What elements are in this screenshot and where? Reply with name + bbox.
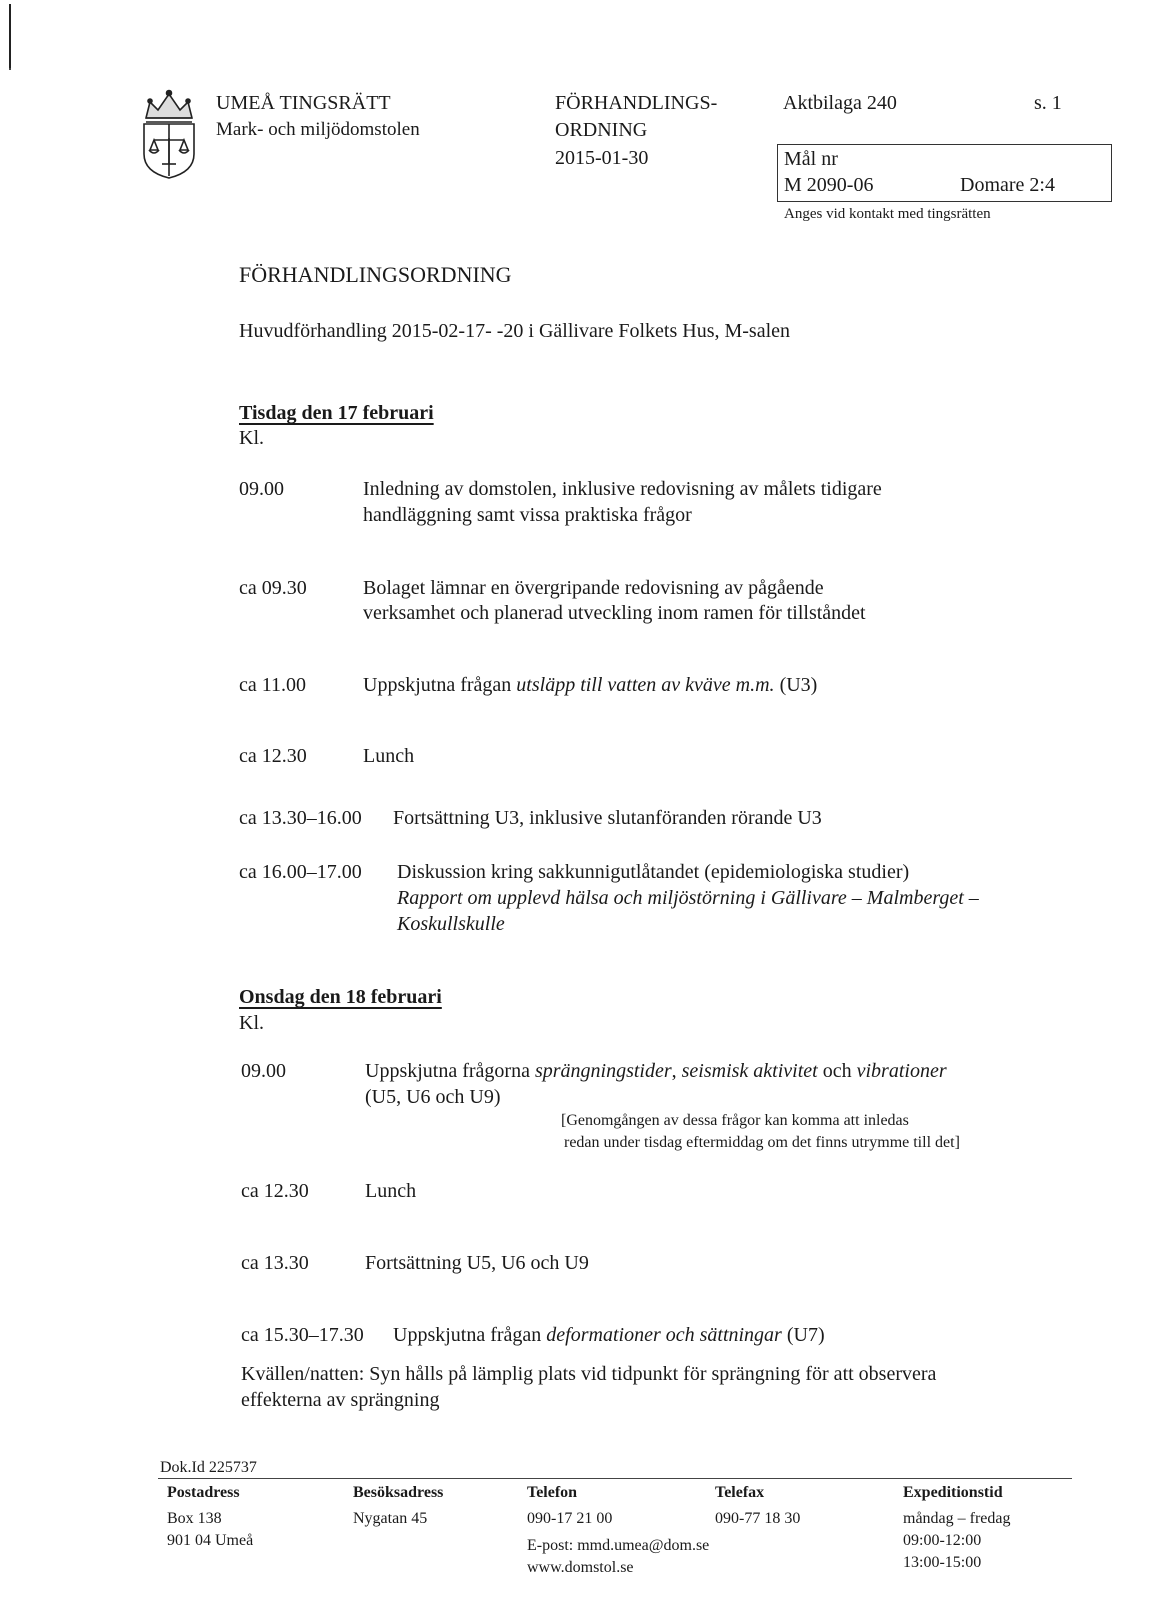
footer-web-link[interactable]: www.domstol.se — [527, 1559, 634, 1576]
schedule-time: ca 12.30 — [241, 1180, 309, 1202]
case-number-label: Mål nr — [784, 148, 838, 170]
footer-besoksadress: Nygatan 45 — [353, 1510, 428, 1527]
court-subtitle: Mark- och miljödomstolen — [216, 119, 420, 140]
evening-note: Kvällen/natten: Syn hålls på lämplig plats vid tidpunkt för sprängning för att observera — [241, 1363, 937, 1385]
schedule-time: ca 12.30 — [239, 745, 307, 767]
schedule-time: 09.00 — [241, 1060, 286, 1082]
schedule-note: redan under tisdag eftermiddag om det finns utrymme till det] — [564, 1134, 960, 1151]
schedule-text: Uppskjutna frågan utsläpp till vatten av kväve m.m. (U3) — [363, 674, 818, 696]
schedule-text: Fortsättning U3, inklusive slutanföranden rörande U3 — [393, 807, 822, 829]
footer-expedition: 09:00-12:00 — [903, 1532, 982, 1549]
schedule-text: (U5, U6 och U9) — [365, 1086, 501, 1108]
doc-type-line2: ORDNING — [555, 119, 648, 141]
schedule-text: Uppskjutna frågorna sprängningstider, seismisk aktivitet och vibrationer — [365, 1060, 947, 1082]
footer-postadress: Box 138 — [167, 1510, 222, 1527]
footer-telefon: 090-17 21 00 — [527, 1510, 613, 1527]
footer-email-link[interactable]: E-post: mmd.umea@dom.se — [527, 1537, 710, 1554]
schedule-time: ca 11.00 — [239, 674, 307, 696]
schedule-time: 09.00 — [239, 478, 284, 500]
day-heading-wednesday: Onsdag den 18 februari — [239, 986, 442, 1008]
scan-edge-mark — [9, 4, 11, 68]
schedule-text: Lunch — [363, 745, 415, 767]
aktbilaga: Aktbilaga 240 — [783, 92, 897, 114]
schedule-text: Uppskjutna frågan deformationer och sättningar (U7) — [393, 1324, 825, 1346]
page-number: s. 1 — [1034, 92, 1062, 114]
schedule-text: Inledning av domstolen, inklusive redovisning av målets tidigare — [363, 478, 882, 500]
footer-expedition: måndag – fredag — [903, 1510, 1011, 1527]
doc-type-line1: FÖRHANDLINGS- — [555, 92, 718, 114]
day-heading-tuesday: Tisdag den 17 februari — [239, 402, 434, 424]
kl-label: Kl. — [239, 427, 264, 449]
document-id: Dok.Id 225737 — [160, 1459, 257, 1476]
kl-label: Kl. — [239, 1012, 264, 1034]
schedule-time: ca 16.00–17.00 — [239, 861, 362, 883]
case-number-note: Anges vid kontakt med tingsrätten — [784, 206, 991, 222]
schedule-time: ca 15.30–17.30 — [241, 1324, 364, 1346]
footer-telefon-label: Telefon — [527, 1484, 578, 1501]
schedule-time: ca 13.30 — [241, 1252, 309, 1274]
coat-of-arms-icon — [138, 88, 200, 180]
page-subtitle: Huvudförhandling 2015-02-17- -20 i Gällivare Folkets Hus, M-salen — [239, 320, 791, 342]
schedule-text: verksamhet och planerad utveckling inom ramen för tillståndet — [363, 602, 866, 624]
schedule-text: Diskussion kring sakkunnigutlåtandet (epidemiologiska studier) — [397, 861, 910, 883]
scan-edge-dot — [9, 68, 11, 70]
judge-unit: Domare 2:4 — [960, 174, 1055, 196]
footer-telefax: 090-77 18 30 — [715, 1510, 801, 1527]
schedule-time: ca 09.30 — [239, 577, 307, 599]
footer-expedition-label: Expeditionstid — [903, 1484, 1003, 1501]
footer-besoksadress-label: Besöksadress — [353, 1484, 444, 1501]
court-name: UMEÅ TINGSRÄTT — [216, 92, 391, 114]
doc-date: 2015-01-30 — [555, 147, 649, 169]
case-number: M 2090-06 — [784, 174, 874, 196]
footer-divider — [158, 1478, 1072, 1479]
footer-postadress: 901 04 Umeå — [167, 1532, 254, 1549]
schedule-text: handläggning samt vissa praktiska frågor — [363, 504, 692, 526]
schedule-text-italic: Rapport om upplevd hälsa och miljöstörning i Gällivare – Malmberget – — [397, 887, 979, 909]
schedule-time: ca 13.30–16.00 — [239, 807, 362, 829]
schedule-note: [Genomgången av dessa frågor kan komma att inledas — [561, 1112, 909, 1129]
footer-expedition: 13:00-15:00 — [903, 1554, 982, 1571]
footer-telefax-label: Telefax — [715, 1484, 765, 1501]
schedule-text: Fortsättning U5, U6 och U9 — [365, 1252, 589, 1274]
evening-note: effekterna av sprängning — [241, 1389, 440, 1411]
schedule-text-italic: Koskullskulle — [397, 913, 505, 935]
schedule-text: Bolaget lämnar en övergripande redovisning av pågående — [363, 577, 824, 599]
page-title: FÖRHANDLINGSORDNING — [239, 262, 512, 287]
footer-postadress-label: Postadress — [167, 1484, 240, 1501]
schedule-text: Lunch — [365, 1180, 417, 1202]
